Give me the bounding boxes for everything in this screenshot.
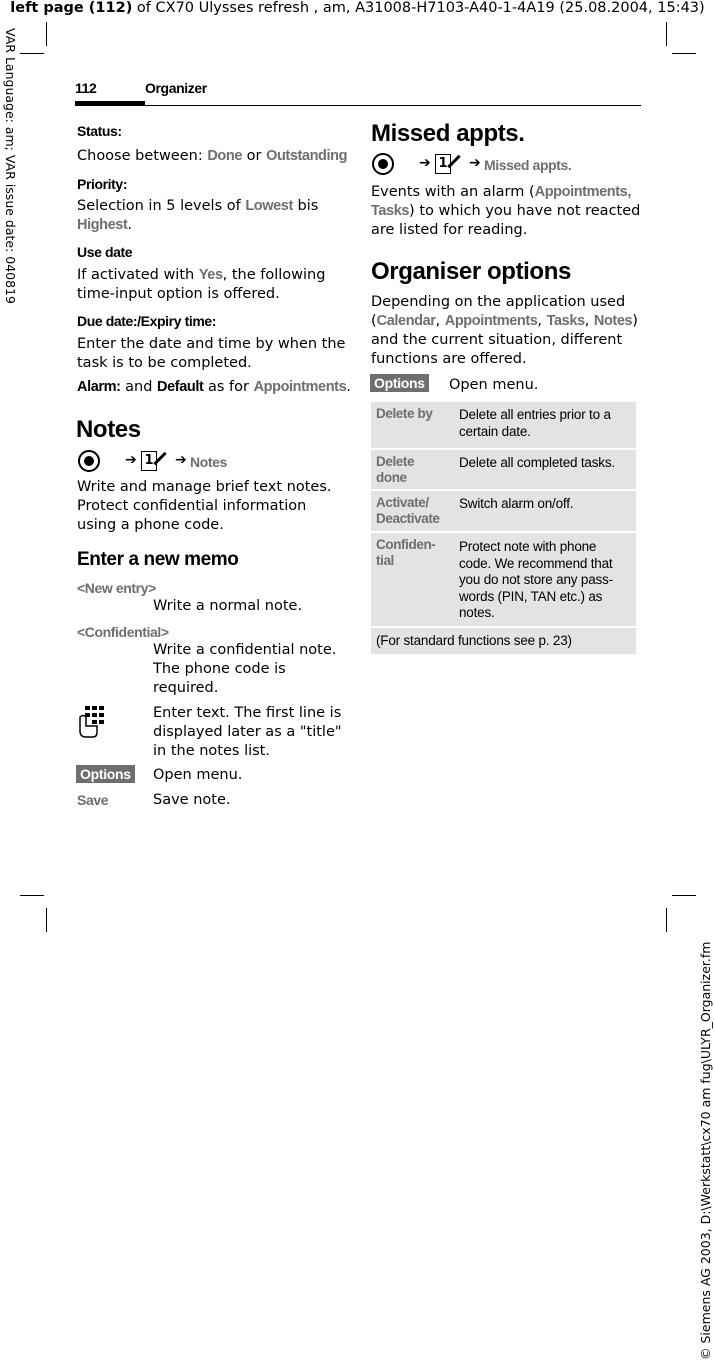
organiser-options-heading: Organiser options	[371, 258, 571, 285]
arrow-right-icon: ➔	[419, 155, 431, 171]
right-margin-label: © Siemens AG 2003, D:\Werkstatt\cx70 am fug\ULYR_Organizer.fm	[698, 941, 713, 1360]
org-text-2	[371, 312, 638, 331]
missed-text-1a: Events with an alarm (	[371, 184, 535, 200]
crop-mark	[666, 908, 667, 932]
keypad-text-2: displayed later as a "title"	[153, 724, 342, 740]
crop-mark	[46, 908, 47, 932]
org-calendar: Calendar	[376, 313, 436, 329]
missed-tasks: Tasks	[371, 203, 410, 219]
status-text	[77, 147, 347, 166]
page-number: 112	[75, 80, 97, 96]
org-paren-open: (	[371, 313, 377, 329]
use-date-label: Use date	[77, 244, 133, 260]
keypad-icon	[77, 705, 109, 739]
table-footer: (For standard functions see p. 23)	[376, 633, 572, 648]
org-comma: ,	[537, 313, 547, 329]
use-date-text	[77, 266, 325, 285]
table-value: Delete all entries prior to a certain date.	[459, 407, 611, 439]
status-text-intro: Choose between:	[77, 148, 208, 164]
status-option-done: Done	[207, 148, 242, 164]
arrow-right-icon: ➔	[175, 452, 187, 468]
status-option-outstanding: Outstanding	[266, 148, 348, 164]
priority-highest: Highest	[77, 217, 128, 233]
top-header-bold: left page (112)	[10, 0, 133, 16]
arrow-right-icon: ➔	[469, 155, 481, 171]
alarm-dot: .	[346, 379, 351, 395]
alarm-default: Default	[157, 379, 204, 395]
options-text: Open menu.	[449, 377, 539, 393]
key-1-icon: 1	[435, 154, 451, 174]
table-row	[371, 491, 636, 531]
save-softkey[interactable]: Save	[77, 792, 109, 808]
table-value: Protect note with phone code. We recommend that you do not store any pass- words (PIN, TAN etc.) as notes.	[459, 539, 613, 620]
table-footer-row	[371, 628, 636, 654]
priority-text-intro: Selection in 5 levels of	[77, 198, 246, 214]
options-softkey[interactable]: Options	[370, 374, 429, 392]
notes-heading: Notes	[76, 416, 141, 443]
use-date-text-b: , the following	[222, 267, 326, 283]
notes-text-3: using a phone code.	[77, 517, 224, 533]
keypad-text-1: Enter text. The first line is	[153, 705, 342, 721]
options-text: Open menu.	[153, 767, 243, 783]
missed-text-2	[371, 202, 640, 221]
priority-bis: bis	[292, 198, 319, 214]
org-appointments: Appointments	[444, 313, 538, 329]
due-date-text-2: task is to be completed.	[77, 355, 252, 371]
missed-menu-path	[372, 153, 622, 179]
status-label: Status:	[77, 123, 122, 139]
navigation-key-icon	[78, 450, 100, 472]
crop-mark	[20, 895, 44, 896]
org-paren-close: )	[632, 313, 638, 329]
alarm-line	[77, 378, 351, 397]
missed-menu-item: Missed appts.	[484, 157, 572, 173]
options-softkey[interactable]: Options	[76, 765, 135, 783]
org-comma: ,	[435, 313, 445, 329]
missed-text-3: are listed for reading.	[371, 222, 528, 238]
priority-lowest: Lowest	[245, 198, 293, 214]
save-text: Save note.	[153, 792, 231, 808]
table-key: Delete done	[376, 454, 415, 485]
missed-appts-heading: Missed appts.	[371, 120, 525, 147]
due-date-label: Due date:/Expiry time:	[77, 313, 217, 329]
page-section-title: Organizer	[145, 80, 207, 96]
alarm-appointments: Appointments	[253, 379, 347, 395]
table-row	[371, 402, 636, 448]
notes-menu-path	[78, 450, 278, 476]
header-rule	[75, 105, 641, 106]
org-tasks: Tasks	[546, 313, 585, 329]
crop-mark	[20, 53, 44, 54]
table-row	[371, 450, 636, 489]
table-value: Delete all completed tasks.	[459, 455, 615, 470]
use-date-yes: Yes	[198, 267, 223, 283]
crop-mark	[672, 895, 696, 896]
due-date-text-1: Enter the date and time by when the	[77, 336, 346, 352]
table-row	[371, 533, 636, 626]
crop-mark	[672, 53, 696, 54]
left-margin-text	[2, 28, 18, 328]
navigation-key-icon	[372, 153, 394, 175]
top-header-rest: of CX70 Ulysses refresh , am, A31008-H7103-A40-1-4A19 (25.08.2004, 15:43)	[132, 0, 705, 16]
priority-text-2	[77, 216, 132, 235]
table-key: Delete by	[376, 406, 433, 421]
use-date-text-a: If activated with	[77, 267, 199, 283]
table-key: Activate/ Deactivate	[376, 495, 440, 526]
priority-label: Priority:	[77, 176, 128, 192]
alarm-and: and	[120, 379, 158, 395]
notes-menu-item: Notes	[190, 454, 227, 470]
crop-mark	[46, 22, 47, 46]
key-1-icon: 1	[141, 451, 157, 471]
notes-text-1: Write and manage brief text notes.	[77, 479, 332, 495]
left-margin-label: VAR Language: am; VAR issue date: 040819	[3, 28, 18, 304]
org-text-4: functions are offered.	[371, 351, 527, 367]
confidential-text-1: Write a confidential note.	[153, 642, 337, 658]
arrow-right-icon: ➔	[125, 452, 137, 468]
confidential-text-2: The phone code is	[153, 661, 286, 677]
org-text-1: Depending on the application used	[371, 294, 626, 310]
table-key: Confiden- tial	[376, 537, 436, 568]
top-running-header	[0, 0, 715, 16]
missed-appointments: Appointments,	[534, 184, 631, 200]
crop-mark	[666, 22, 667, 46]
org-text-3: and the current situation, different	[371, 332, 623, 348]
new-entry-text: Write a normal note.	[153, 598, 303, 614]
org-notes: Notes	[593, 313, 633, 329]
org-comma: ,	[584, 313, 594, 329]
table-value: Switch alarm on/off.	[459, 496, 574, 511]
confidential-label: <Confidential>	[77, 624, 169, 640]
missed-text-2b: ) to which you have not reacted	[409, 203, 641, 219]
notes-text-2: Protect confidential information	[77, 498, 307, 514]
alarm-as-for: as for	[203, 379, 254, 395]
use-date-text-2: time-input option is offered.	[77, 286, 280, 302]
missed-text-1	[371, 183, 631, 202]
right-margin-text	[698, 545, 714, 1360]
new-entry-label: <New entry>	[77, 580, 156, 596]
priority-text	[77, 197, 318, 216]
alarm-label: Alarm:	[77, 379, 121, 395]
priority-dot: .	[127, 217, 132, 233]
confidential-text-3: required.	[153, 680, 219, 696]
enter-memo-heading: Enter a new memo	[77, 549, 239, 570]
keypad-text-3: in the notes list.	[153, 743, 270, 759]
status-or: or	[242, 148, 267, 164]
